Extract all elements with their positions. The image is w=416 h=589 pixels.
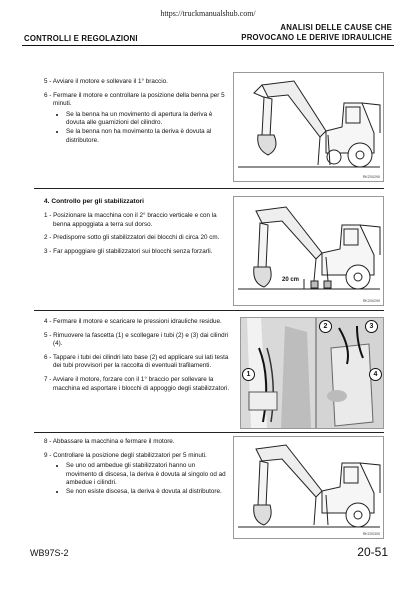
step-2: 2 - Predisporre sotto gli stabilizzatori dei blocchi di circa 20 cm. [44,234,220,242]
photo-stabilizer-hoses-right [316,317,384,429]
callout-3: 3 [365,320,378,333]
section-divider [34,188,384,189]
block4-text [44,438,226,501]
step-4: 4 - Fermare il motore e scaricare le pressioni idrauliche residue. [44,318,222,325]
header-right-line1: ANALISI DELLE CAUSE CHE [280,23,392,32]
section-header-right [241,23,392,43]
figure-backhoe-boom-raised [233,72,384,182]
stabilizer-illustration [234,197,383,305]
step-3: 3 - Far appoggiare gli stabilizzatori sui blocchi senza forzarli. [44,247,213,255]
footer-page-number: 20-51 [357,545,388,559]
callout-4: 4 [369,368,382,381]
section-divider [34,310,384,311]
photo-stabilizer-hoses-left [240,317,316,429]
block1-text [44,78,226,149]
figure-machine-lowered [233,436,384,539]
header-rule [22,45,394,46]
section-divider [34,432,384,433]
source-url[interactable]: https://truckmanualshub.com/ [160,9,256,18]
bullet-item: • Se uno od ambedue gli stabilizzatori hanno un movimento di discesa, la deriva è dovuta al singolo od ad ambedue i cilindri. [66,462,226,488]
block3-text [44,318,234,398]
backhoe-illustration [234,73,383,181]
bullet-item: • Se la benna non ha movimento la deriva è dovuta al distributore. [66,128,226,145]
bullet-item: • Se non esiste discesa, la deriva è dovuta al distributore. [66,488,226,497]
section4-text [44,212,226,261]
step-8: 8 - Abbassare la macchina e fermare il motore. [44,438,175,445]
callout-2: 2 [319,320,332,333]
step-9: 9 - Controllare la posizione degli stabilizzatori per 5 minuti. [44,451,207,459]
bullet-item: • Se la benna ha un movimento di apertura la deriva è dovuta alle guarnizioni del cilindro. [66,111,226,128]
figure-code: RKZ00290 [362,299,380,303]
step-5: 5 - Avviare il motore e sollevare il 1° braccio. [44,78,168,85]
section-header-left: CONTROLLI E REGOLAZIONI [24,34,138,43]
block1-bullets [44,111,226,145]
figure-code: RKZ00290 [362,175,380,179]
lowered-machine-illustration [234,437,383,538]
step-6: 6 - Fermare il motore e controllare la posizione della benna per 5 minuti. [44,91,225,108]
block4-bullets [44,462,226,496]
header-right-line2: PROVOCANO LE DERIVE IDRAULICHE [241,33,392,42]
step-7: 7 - Avviare il motore, forzare con il 1° braccio per sollevare la macchina ed asportare i blocchi di appoggio degli stabilizzatori. [44,375,230,392]
section-4-title: 4. Controllo per gli stabilizzatori [44,198,145,205]
step-1: 1 - Posizionare la macchina con il 2° braccio verticale e con la benna appoggiata a terra sul dorso. [44,212,217,228]
figure-stabilizers-on-blocks [233,196,384,306]
callout-1: 1 [242,368,255,381]
dimension-label: 20 cm [282,277,300,283]
step-6: 6 - Tappare i tubi dei cilindri lato base (2) ed applicare sui lati testa dei tubi provvisori per la raccolta di eventuali trafilamenti. [44,353,229,370]
step-5: 5 - Rimuovere la fascetta (1) e scollegare i tubi (2) e (3) dai cilindri (4). [44,331,229,348]
figure-code: RKZ00300 [362,532,380,536]
footer-model: WB97S-2 [30,548,69,558]
